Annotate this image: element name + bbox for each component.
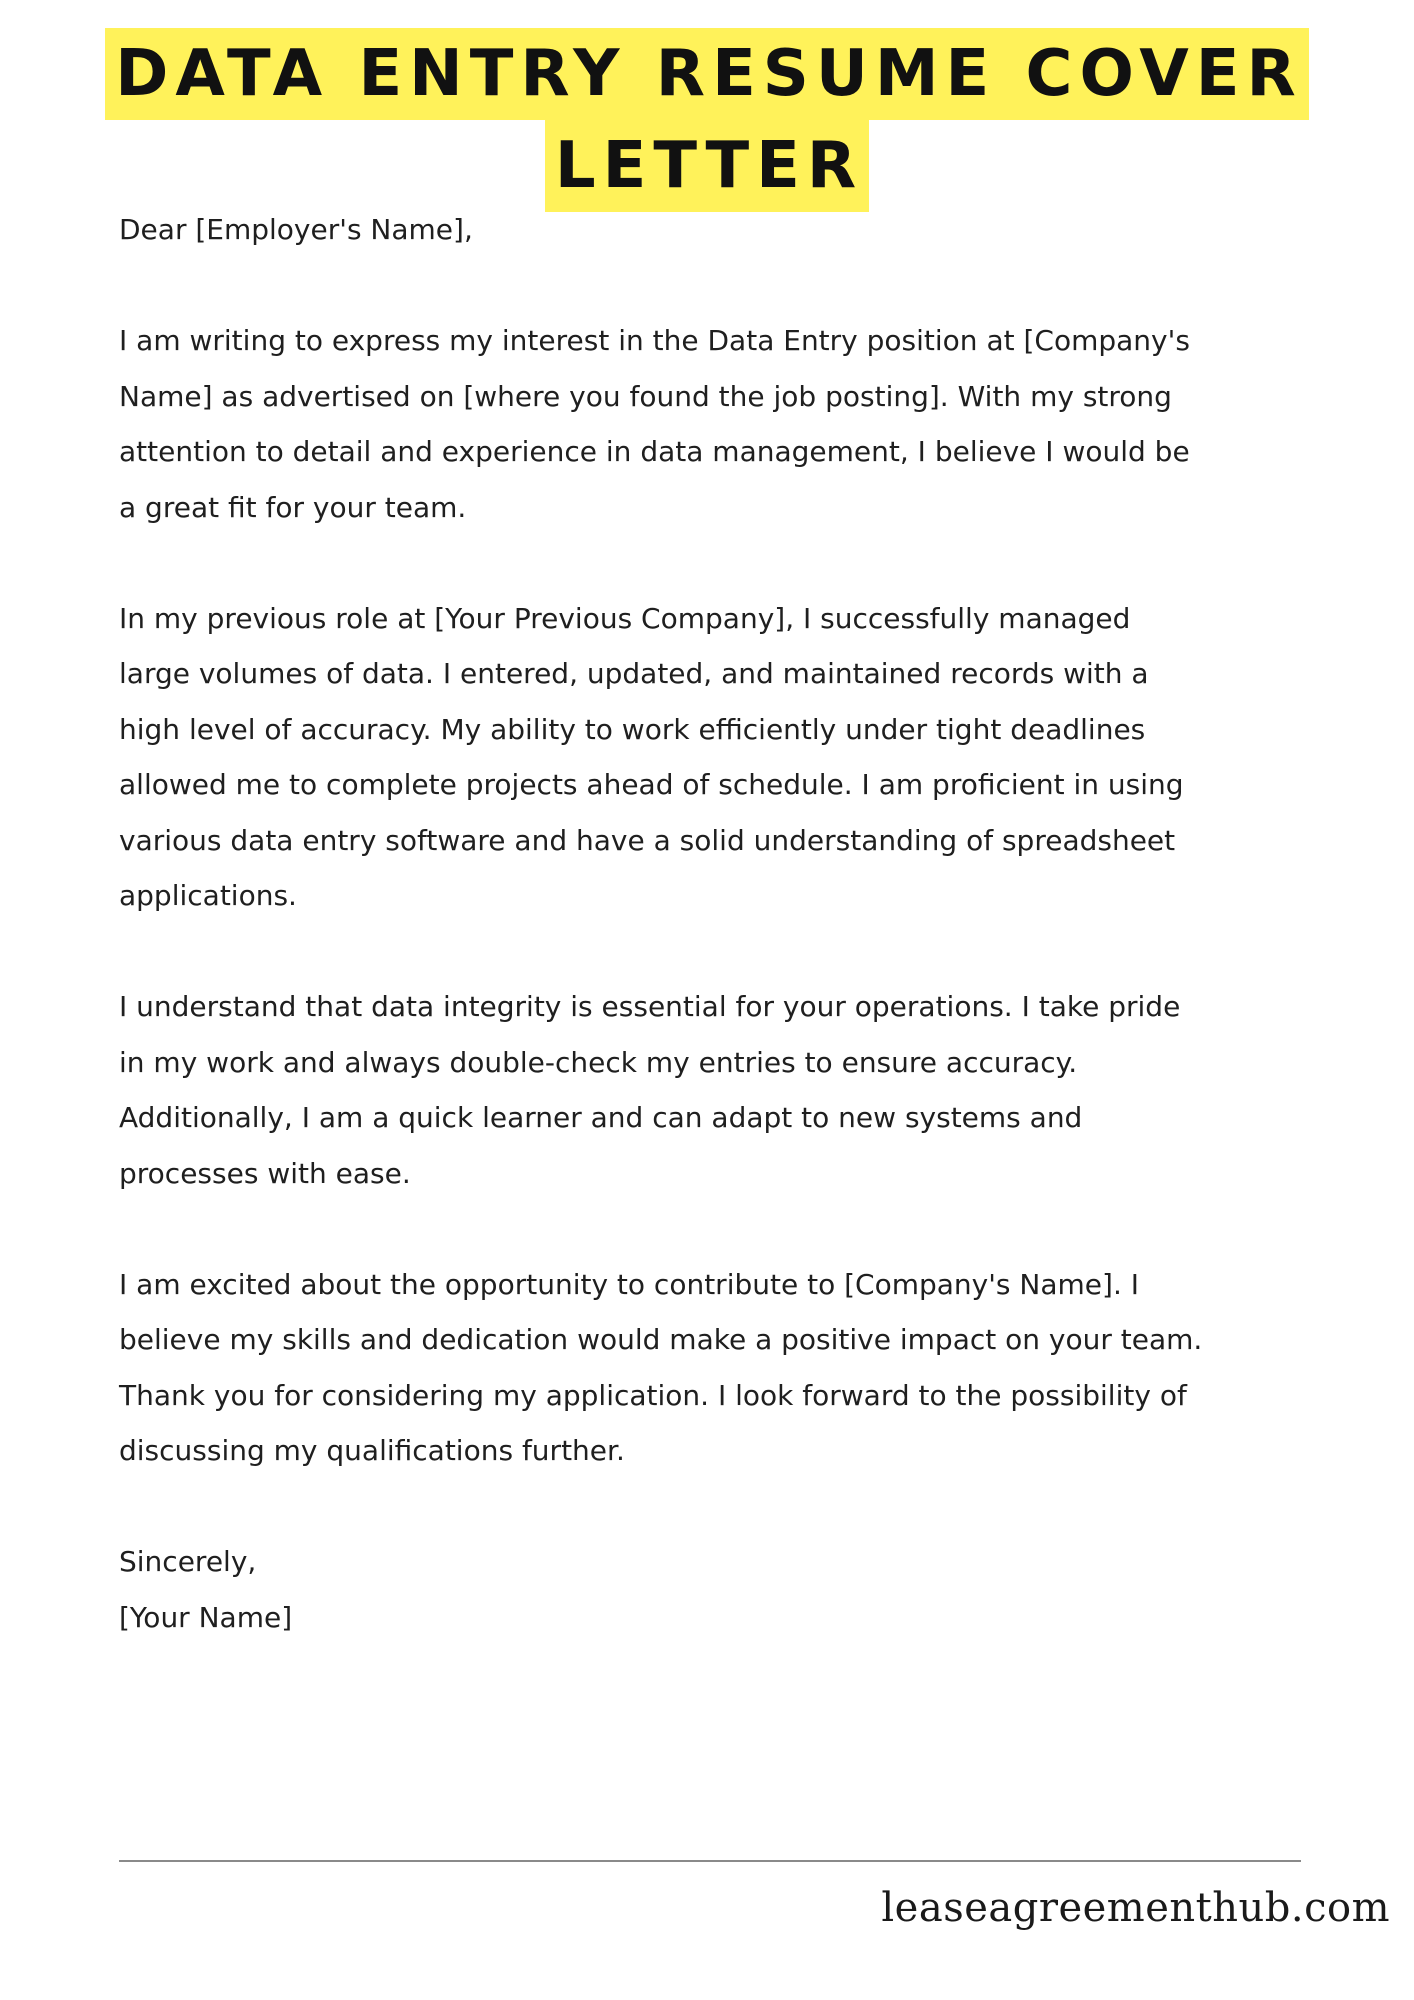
footer-website: leaseagreementhub.com bbox=[881, 1885, 1390, 1931]
footer-divider bbox=[119, 1860, 1301, 1862]
letter-body bbox=[119, 202, 1319, 1701]
closing-block bbox=[119, 1534, 1319, 1645]
paragraph-line: processes with ease. bbox=[119, 1156, 411, 1190]
paragraph-line: a great fit for your team. bbox=[119, 490, 467, 524]
paragraph-line: I am excited about the opportunity to contribute to [Company's Name]. I bbox=[119, 1267, 1140, 1301]
paragraph-line: Additionally, I am a quick learner and can adapt to new systems and bbox=[119, 1101, 1083, 1134]
paragraph-line: applications. bbox=[119, 879, 297, 912]
paragraph-line: discussing my qualifications further. bbox=[119, 1434, 625, 1467]
paragraph-line: I understand that data integrity is essential for your operations. I take pride bbox=[119, 990, 1181, 1023]
salutation: Dear [Employer's Name], bbox=[119, 213, 473, 246]
signature: [Your Name] bbox=[119, 1600, 293, 1634]
paragraph-line: high level of accuracy. My ability to work efficiently under tight deadlines bbox=[119, 712, 1146, 746]
paragraph-line: Thank you for considering my application. I look forward to the possibility of bbox=[119, 1378, 1187, 1412]
document-title bbox=[0, 28, 1414, 212]
title-line-1: DATA ENTRY RESUME COVER bbox=[105, 28, 1308, 120]
paragraph-2 bbox=[119, 591, 1319, 924]
paragraph-line: various data entry software and have a solid understanding of spreadsheet bbox=[119, 823, 1176, 857]
paragraph-line: In my previous role at [Your Previous Company], I successfully managed bbox=[119, 601, 1131, 635]
paragraph-line: large volumes of data. I entered, updated, and maintained records with a bbox=[119, 657, 1149, 690]
title-line-2: LETTER bbox=[545, 120, 869, 212]
paragraph-line: attention to detail and experience in data management, I believe I would be bbox=[119, 435, 1190, 468]
closing: Sincerely, bbox=[119, 1545, 257, 1578]
paragraph-line: Name] as advertised on [where you found the job posting]. With my strong bbox=[119, 379, 1172, 413]
paragraph-line: in my work and always double-check my entries to ensure accuracy. bbox=[119, 1045, 1078, 1079]
paragraph-line: believe my skills and dedication would make a positive impact on your team. bbox=[119, 1323, 1203, 1356]
paragraph-4 bbox=[119, 1257, 1319, 1479]
paragraph-line: allowed me to complete projects ahead of schedule. I am proficient in using bbox=[119, 768, 1184, 801]
paragraph-3 bbox=[119, 979, 1319, 1201]
paragraph-line: I am writing to express my interest in the Data Entry position at [Company's bbox=[119, 324, 1190, 357]
paragraph-1 bbox=[119, 313, 1319, 535]
